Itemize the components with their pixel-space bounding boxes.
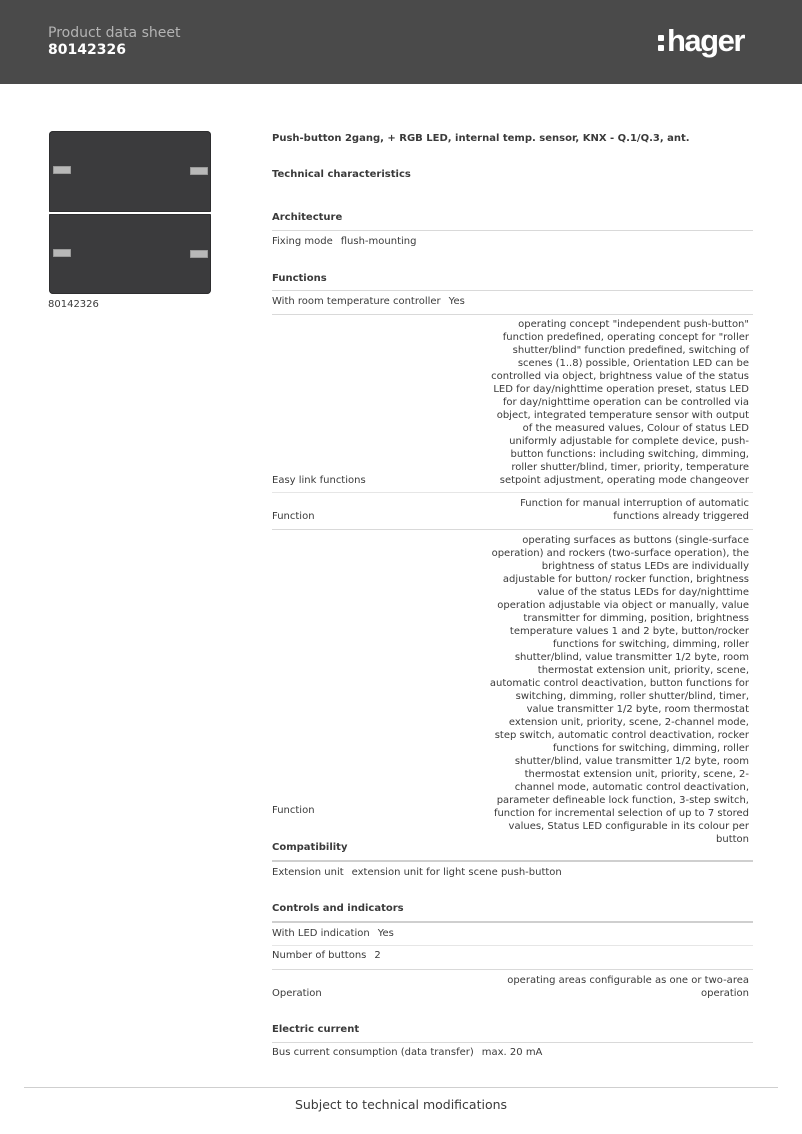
image-caption: 80142326 bbox=[48, 299, 99, 310]
logo-colon-icon bbox=[658, 30, 664, 52]
spec-row bbox=[272, 534, 749, 845]
spec-label: Fixing mode bbox=[272, 236, 333, 247]
spec-row bbox=[272, 318, 749, 487]
product-title: Push-button 2gang, + RGB LED, internal temp. sensor, KNX - Q.1/Q.3, ant. bbox=[272, 133, 690, 144]
section-title-electric-current: Electric current bbox=[272, 1024, 360, 1035]
spec-label: Function bbox=[272, 511, 315, 522]
rocker-bottom bbox=[49, 214, 211, 294]
spec-row bbox=[272, 1046, 749, 1059]
divider bbox=[272, 314, 753, 315]
spec-value: max. 20 mA bbox=[481, 1047, 543, 1058]
spec-value: operating concept "independent push-button" function predefined, operating concept for "roller shutter/blind" function predefined, switching of scenes (1..8) possible, Orientation LED can be controlled via object, brightness value of the status LED for day/nighttime operation preset, status LED for day/nighttime operation can be controlled via object, integrated temperature sensor with output of the measured values, Colour of status LED uniformly adjustable for complete device, push-button functions: including switching, dimming, roller shutter/blind, timer, priority, temperature setpoint adjustment, operating mode changeover bbox=[491, 319, 749, 486]
divider bbox=[272, 860, 753, 862]
spec-label: Number of buttons bbox=[272, 950, 367, 961]
divider bbox=[272, 969, 753, 970]
spec-label: Easy link functions bbox=[272, 475, 366, 486]
spec-value: flush-mounting bbox=[340, 236, 417, 247]
rocker-top bbox=[49, 131, 211, 212]
spec-row bbox=[272, 949, 749, 962]
status-led-icon bbox=[190, 250, 208, 258]
status-led-icon bbox=[53, 166, 71, 174]
spec-row bbox=[272, 974, 749, 1000]
spec-value: Yes bbox=[377, 928, 394, 939]
page-header bbox=[0, 0, 802, 84]
spec-label: With room temperature controller bbox=[272, 296, 441, 307]
divider bbox=[272, 492, 753, 493]
status-led-icon bbox=[190, 167, 208, 175]
spec-row bbox=[272, 866, 749, 879]
divider bbox=[272, 921, 753, 923]
footer-divider bbox=[24, 1087, 778, 1088]
divider bbox=[272, 1042, 753, 1043]
spec-value: operating surfaces as buttons (single-surface operation) and rockers (two-surface operation), the brightness of status LEDs are individually adjustable for button/ rocker function, brightness value of the status LEDs for day/nighttime operation adjustable via object or manually, value transmitter for dimming, position, brightness temperature values 1 and 2 byte, button/rocker functions for switching, dimming, roller shutter/blind, value transmitter 1/2 byte, room thermostat extension unit, priority, scene, automatic control deactivation, button functions for switching, dimming, roller shutter/blind, timer, value transmitter 1/2 byte, room thermostat extension unit, priority, scene, 2-channel mode, step switch, automatic control deactivation, rocker functions for switching, dimming, roller shutter/blind, value transmitter 1/2 byte, room thermostat extension unit, priority, scene, 2-channel mode, automatic control deactivation, parameter defineable lock function, 3-step switch, function for incremental selection of up to 7 stored values, Status LED configurable in its colour per button bbox=[489, 535, 749, 845]
divider bbox=[272, 290, 753, 291]
hager-logo bbox=[658, 22, 744, 60]
spec-label: Bus current consumption (data transfer) bbox=[272, 1047, 474, 1058]
spec-label: With LED indication bbox=[272, 928, 370, 939]
spec-label: Function bbox=[272, 805, 315, 816]
logo-text: hager bbox=[667, 23, 744, 58]
spec-value: 2 bbox=[374, 950, 381, 961]
section-title-controls-and-indicators: Controls and indicators bbox=[272, 903, 404, 914]
spec-row bbox=[272, 235, 749, 248]
spec-value: Yes bbox=[448, 296, 465, 307]
section-title-compatibility: Compatibility bbox=[272, 842, 348, 853]
status-led-icon bbox=[53, 249, 71, 257]
section-title-functions: Functions bbox=[272, 273, 327, 284]
divider bbox=[272, 945, 753, 946]
product-image bbox=[48, 131, 212, 295]
section-title-architecture: Architecture bbox=[272, 212, 343, 223]
spec-row bbox=[272, 295, 749, 308]
footer-disclaimer: Subject to technical modifications bbox=[294, 1097, 508, 1112]
spec-value: extension unit for light scene push-button bbox=[351, 867, 562, 878]
divider bbox=[272, 529, 753, 530]
document-number: 80142326 bbox=[48, 42, 126, 58]
spec-row bbox=[272, 927, 749, 940]
spec-label: Operation bbox=[272, 988, 322, 999]
spec-value: operating areas configurable as one or two-area operation bbox=[507, 975, 749, 999]
divider bbox=[272, 230, 753, 231]
spec-label: Extension unit bbox=[272, 867, 344, 878]
spec-row bbox=[272, 497, 749, 523]
document-type: Product data sheet bbox=[48, 25, 181, 41]
spec-value: Function for manual interruption of automatic functions already triggered bbox=[520, 498, 749, 522]
section-subtitle: Technical characteristics bbox=[272, 169, 411, 180]
